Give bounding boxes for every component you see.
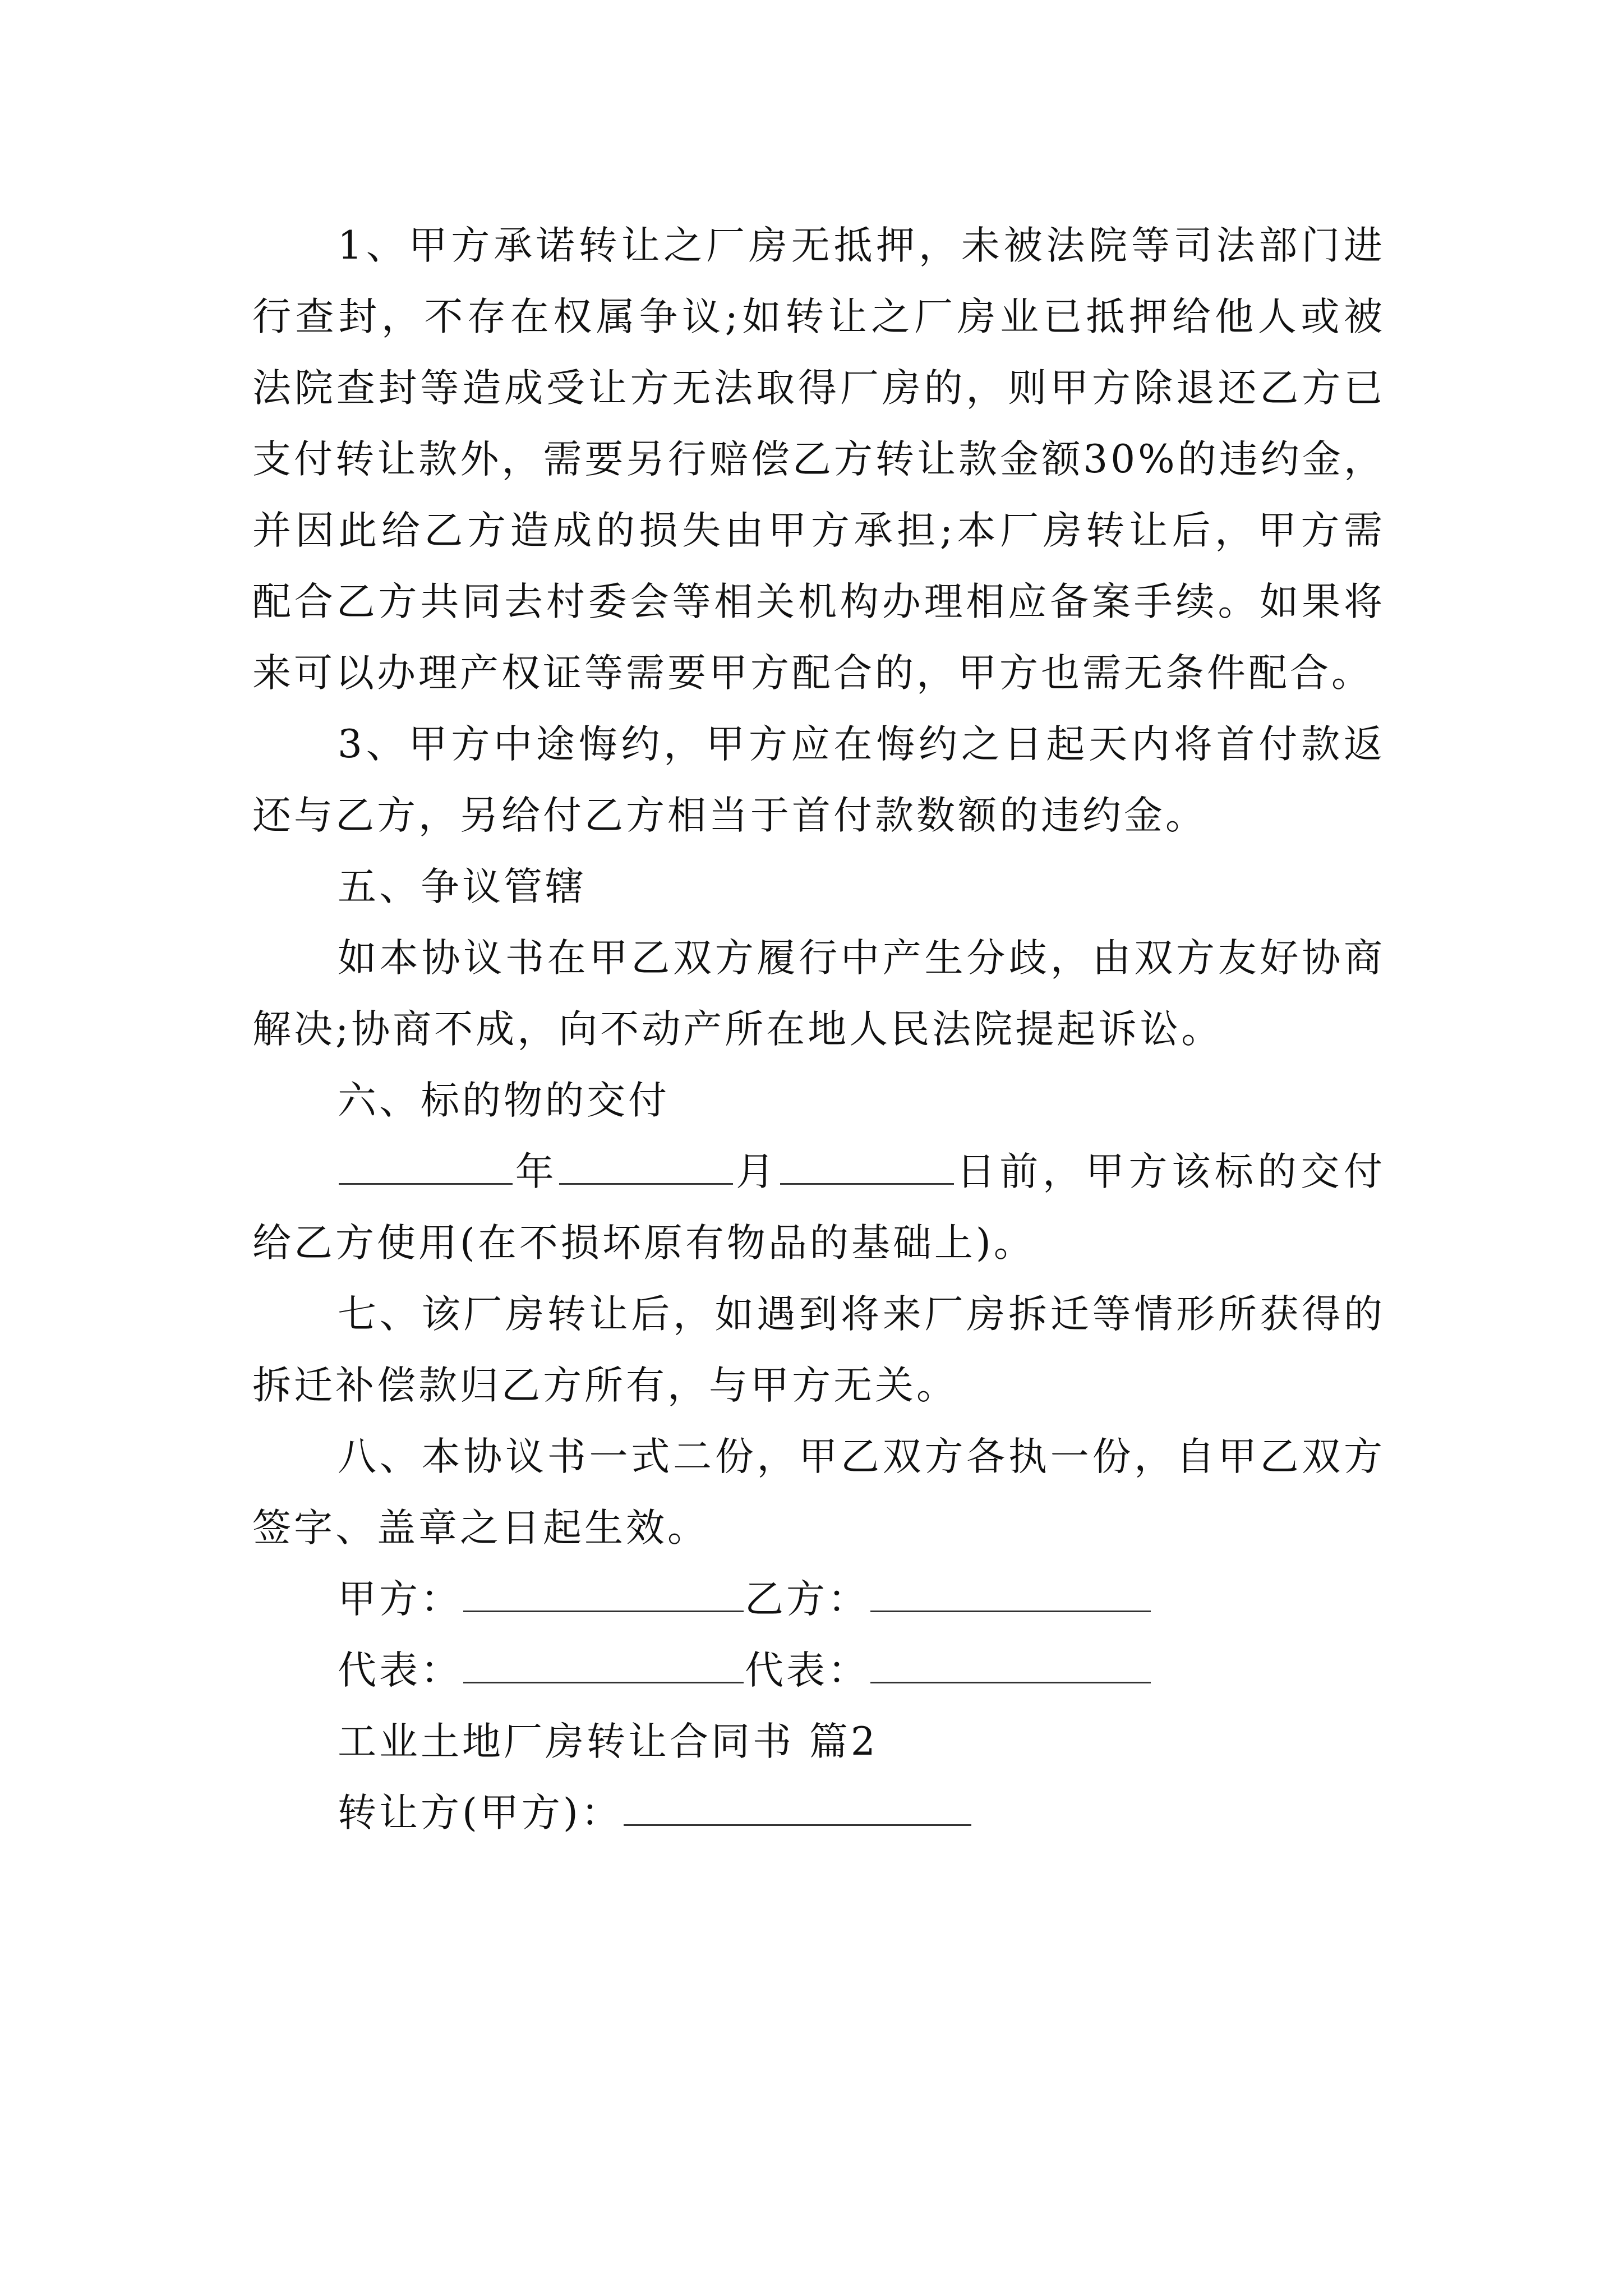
party-b-blank[interactable] — [870, 1576, 1151, 1612]
section-5-paragraph: 如本协议书在甲乙双方履行中产生分歧，由双方友好协商解决;协商不成，向不动产所在地人民法院提起诉讼。 — [252, 936, 1385, 1052]
month-label: 月 — [734, 1149, 779, 1194]
section-title: 工业土地厂房转让合同书 篇2 — [338, 1719, 878, 1764]
party-a-blank[interactable] — [463, 1576, 744, 1612]
transferor-blank[interactable] — [624, 1789, 971, 1826]
month-blank[interactable] — [559, 1148, 733, 1185]
clause-8-paragraph: 八、本协议书一式二份，甲乙双方各执一份，自甲乙双方签字、盖章之日起生效。 — [252, 1434, 1385, 1550]
transferor-row — [252, 1778, 1385, 1849]
year-blank[interactable] — [339, 1148, 513, 1185]
rep-b-label: 代表： — [745, 1648, 869, 1693]
clause-3-paragraph: 3、甲方中途悔约，甲方应在悔约之日起天内将首付款返还与乙方，另给付乙方相当于首付款数额的违约金。 — [252, 722, 1385, 838]
rep-a-label: 代表： — [338, 1648, 462, 1693]
party-a-label: 甲方： — [338, 1577, 462, 1622]
delivery-text: 日前，甲方该标的交付给乙方使用(在不损坏原有物品的基础上)。 — [252, 1149, 1386, 1266]
day-blank[interactable] — [780, 1148, 954, 1185]
year-label: 年 — [514, 1149, 559, 1194]
party-signature-row — [252, 1564, 1385, 1635]
section-6-paragraph — [252, 1137, 1385, 1279]
rep-b-blank[interactable] — [870, 1647, 1151, 1683]
clause-7-paragraph: 七、该厂房转让后，如遇到将来厂房拆迁等情形所获得的拆迁补偿款归乙方所有，与甲方无关。 — [252, 1292, 1385, 1408]
document-body — [252, 210, 1385, 1849]
rep-a-blank[interactable] — [463, 1647, 744, 1683]
transferor-label: 转让方(甲方)： — [338, 1791, 623, 1835]
representative-signature-row — [252, 1635, 1385, 1706]
section-5-heading: 五、争议管辖 — [338, 864, 587, 909]
section-6-heading: 六、标的物的交付 — [338, 1078, 670, 1123]
clause-1-paragraph: 1、甲方承诺转让之厂房无抵押，未被法院等司法部门进行查封，不存在权属争议;如转让之厂房业已抵押给他人或被法院查封等造成受让方无法取得厂房的，则甲方除退还乙方已支付转让款外，需要另行赔偿乙方转让款金额30%的违约金，并因此给乙方造成的损失由甲方承担;本厂房转让后，甲方需配合乙方共同去村委会等相关机构办理相应备案手续。如果将来可以办理产权证等需要甲方配合的，甲方也需无条件配合。 — [252, 223, 1385, 696]
party-b-label: 乙方： — [745, 1577, 869, 1622]
